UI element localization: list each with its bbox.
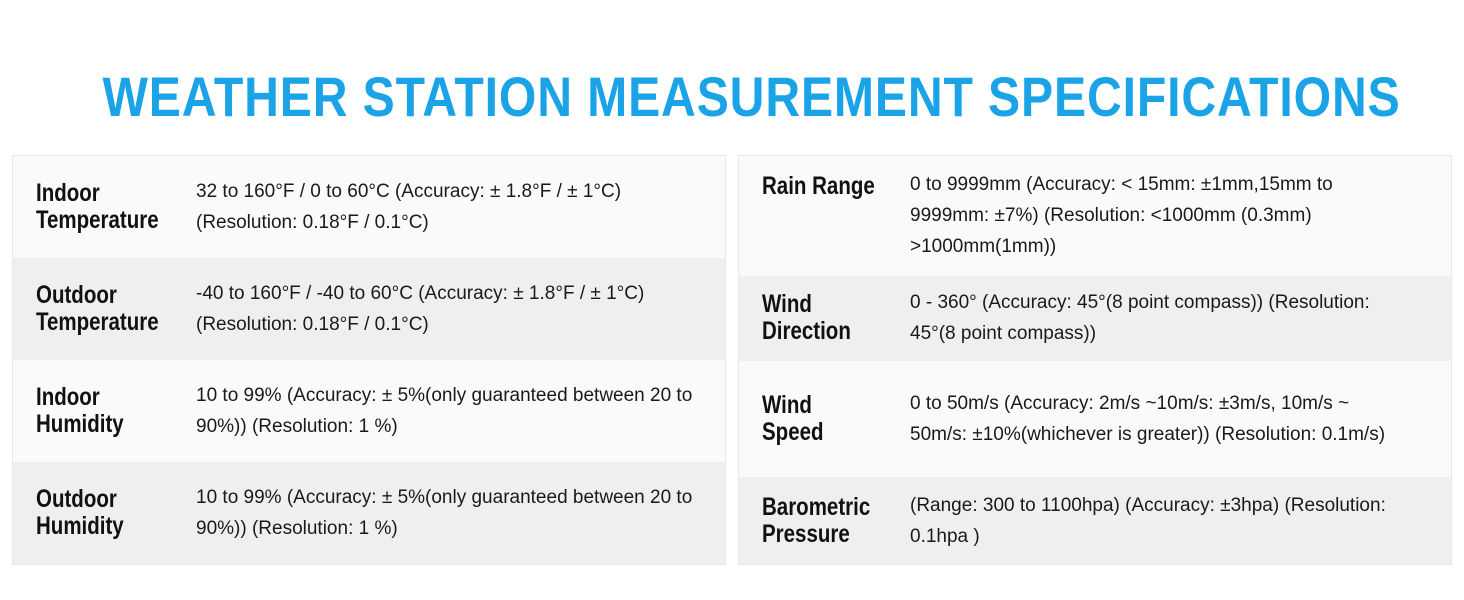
spec-label-line2: Direction [762,317,851,346]
spec-label-line2: Temperature [36,206,159,234]
spec-label-line2: Humidity [36,410,124,438]
spec-value: 0 to 9999mm (Accuracy: < 15mm: ±1mm,15mm to 9999mm: ±7%) (Resolution: <1000mm (0.3mm) >1000mm(1mm)) [910,174,1333,258]
spec-label-line1: Barometric [762,492,871,521]
page-title: WEATHER STATION MEASUREMENT SPECIFICATIONS [102,65,1401,128]
spec-label [13,282,196,336]
spec-value: 0 to 50m/s (Accuracy: 2m/s ~10m/s: ±3m/s, 10m/s ~ 50m/s: ±10%(whichever is greater)) (Resolution: 0.1m/s) [910,392,1386,445]
spec-label-line2: Pressure [762,519,850,548]
spec-row-wind-speed [739,361,1451,478]
spec-label [739,291,910,345]
right-spec-table [738,155,1452,565]
spec-value: (Range: 300 to 1100hpa) (Accuracy: ±3hpa) (Resolution: 0.1hpa ) [910,494,1386,547]
spec-row-wind-direction [739,276,1451,361]
spec-label [739,156,910,200]
spec-label-line1: Indoor [36,383,100,411]
spec-label [739,392,910,446]
spec-value: 10 to 99% (Accuracy: ± 5%(only guaranteed between 20 to 90%)) (Resolution: 1 %) [196,487,693,539]
spec-label-line2: Speed [762,417,824,446]
spec-label-line1: Outdoor [36,485,117,513]
spec-row-rain-range [739,156,1451,276]
spec-value: 32 to 160°F / 0 to 60°C (Accuracy: ± 1.8°F / ± 1°C) (Resolution: 0.18°F / 0.1°C) [196,181,622,233]
spec-label-line2: Temperature [36,308,159,336]
spec-label-line1: Wind [762,290,812,319]
spec-label [13,486,196,540]
left-spec-table [12,155,726,565]
spec-label [13,384,196,438]
spec-row-outdoor-humidity [13,462,725,564]
spec-row-outdoor-temperature [13,258,725,360]
spec-label-line1: Indoor [36,179,100,207]
spec-label-line1: Wind [762,390,812,419]
spec-value: 10 to 99% (Accuracy: ± 5%(only guaranteed between 20 to 90%)) (Resolution: 1 %) [196,385,693,437]
spec-value: -40 to 160°F / -40 to 60°C (Accuracy: ± 1.8°F / ± 1°C) (Resolution: 0.18°F / 0.1°C) [196,283,645,335]
spec-label-line1: Rain Range [762,172,875,200]
spec-label [739,494,910,548]
spec-row-indoor-humidity [13,360,725,462]
spec-row-indoor-temperature [13,156,725,258]
spec-label-line2: Humidity [36,512,124,540]
spec-row-barometric-pressure [739,477,1451,564]
spec-label-line1: Outdoor [36,281,117,309]
spec-value: 0 - 360° (Accuracy: 45°(8 point compass)) (Resolution: 45°(8 point compass)) [910,292,1370,345]
spec-label [13,180,196,234]
